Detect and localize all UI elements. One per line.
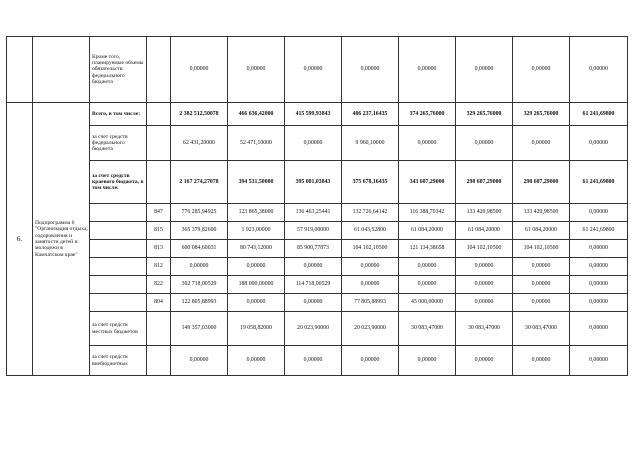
amount-cell: 0,00000: [513, 258, 570, 276]
amount-cell: 0,00000: [513, 37, 570, 103]
budget-code: 822: [147, 276, 171, 294]
amount-cell: 0,00000: [342, 276, 399, 294]
amount-cell: 104 102,10500: [456, 240, 513, 258]
amount-cell: 61 084,20000: [399, 222, 456, 240]
amount-cell: 0,00000: [228, 294, 285, 312]
amount-cell: 0,00000: [285, 346, 342, 376]
amount-cell: 0,00000: [399, 258, 456, 276]
funding-source-label: [90, 204, 147, 222]
amount-cell: 298 607,29000: [456, 161, 513, 204]
amount-cell: 415 599,93843: [285, 103, 342, 126]
amount-cell: 466 636,42000: [228, 103, 285, 126]
amount-cell: 2 167 274,27078: [171, 161, 228, 204]
amount-cell: 406 237,16435: [342, 103, 399, 126]
amount-cell: 0,00000: [342, 258, 399, 276]
table-row: [7, 258, 628, 276]
amount-cell: 133 420,98500: [513, 204, 570, 222]
budget-code: 812: [147, 258, 171, 276]
amount-cell: 0,00000: [456, 346, 513, 376]
budget-code: 813: [147, 240, 171, 258]
table-row: [7, 276, 628, 294]
funding-source-label: [90, 258, 147, 276]
amount-cell: 104 102,10500: [342, 240, 399, 258]
amount-cell: 0,00000: [456, 258, 513, 276]
table-row: [7, 37, 628, 103]
amount-cell: 0,00000: [285, 126, 342, 161]
amount-cell: 0,00000: [570, 126, 628, 161]
amount-cell: 62 431,20000: [171, 126, 228, 161]
amount-cell: 0,00000: [399, 126, 456, 161]
amount-cell: 149 357,03000: [171, 312, 228, 346]
amount-cell: 45 000,00000: [399, 294, 456, 312]
table-row: [7, 222, 628, 240]
table-row: [7, 126, 628, 161]
amount-cell: 0,00000: [456, 126, 513, 161]
amount-cell: 114 718,00529: [285, 276, 342, 294]
funding-source-label: Всего, в том числе:: [90, 103, 147, 126]
amount-cell: 30 083,47000: [513, 312, 570, 346]
amount-cell: 395 001,03843: [285, 161, 342, 204]
table-row: [7, 346, 628, 376]
amount-cell: 0,00000: [285, 294, 342, 312]
amount-cell: 121 134,38658: [399, 240, 456, 258]
amount-cell: 9 960,10000: [342, 126, 399, 161]
amount-cell: 77 805,88993: [342, 294, 399, 312]
funding-source-label: [90, 240, 147, 258]
amount-cell: 30 083,47000: [456, 312, 513, 346]
subprogram-cell: [33, 37, 90, 103]
budget-code: [147, 126, 171, 161]
amount-cell: 0,00000: [399, 346, 456, 376]
amount-cell: 0,00000: [570, 294, 628, 312]
amount-cell: 80 743,12000: [228, 240, 285, 258]
amount-cell: 302 718,00529: [171, 276, 228, 294]
amount-cell: 0,00000: [285, 37, 342, 103]
amount-cell: 0,00000: [570, 276, 628, 294]
amount-cell: 19 058,82000: [228, 312, 285, 346]
amount-cell: 0,00000: [342, 37, 399, 103]
amount-cell: 0,00000: [285, 258, 342, 276]
amount-cell: 298 607,29000: [513, 161, 570, 204]
row-index: 6.: [7, 103, 33, 376]
table-body: [7, 37, 628, 376]
amount-cell: 20 023,90000: [285, 312, 342, 346]
amount-cell: 57 919,00000: [285, 222, 342, 240]
amount-cell: 0,00000: [342, 346, 399, 376]
row-index-cell: [7, 37, 33, 103]
budget-code: 847: [147, 204, 171, 222]
amount-cell: 61 241,69800: [570, 103, 628, 126]
amount-cell: 394 531,50000: [228, 161, 285, 204]
amount-cell: 123 865,38000: [228, 204, 285, 222]
amount-cell: 0,00000: [570, 312, 628, 346]
amount-cell: 329 265,76000: [513, 103, 570, 126]
amount-cell: 30 083,47000: [399, 312, 456, 346]
amount-cell: 0,00000: [399, 37, 456, 103]
amount-cell: 61 084,20000: [456, 222, 513, 240]
amount-cell: 0,00000: [570, 240, 628, 258]
table-row: [7, 204, 628, 222]
amount-cell: 0,00000: [570, 346, 628, 376]
budget-table: [6, 36, 628, 376]
budget-code: 815: [147, 222, 171, 240]
amount-cell: 0,00000: [399, 276, 456, 294]
funding-source-label: за счет средств федерального бюджета: [90, 126, 147, 161]
table-row: [7, 103, 628, 126]
amount-cell: 0,00000: [513, 126, 570, 161]
funding-source-label: [90, 276, 147, 294]
amount-cell: 0,00000: [228, 346, 285, 376]
amount-cell: 0,00000: [570, 37, 628, 103]
amount-cell: 0,00000: [171, 258, 228, 276]
funding-source-label: [90, 222, 147, 240]
amount-cell: 61 043,52800: [342, 222, 399, 240]
amount-cell: 600 084,60031: [171, 240, 228, 258]
amount-cell: 0,00000: [171, 37, 228, 103]
amount-cell: 104 102,10500: [513, 240, 570, 258]
amount-cell: 2 382 512,50078: [171, 103, 228, 126]
amount-cell: 0,00000: [570, 204, 628, 222]
table-row: [7, 312, 628, 346]
funding-source-label: за счет средств местных бюджетов: [90, 312, 147, 346]
funding-source-label: за счет средств краевого бюджета, в том числе:: [90, 161, 147, 204]
amount-cell: 0,00000: [456, 294, 513, 312]
budget-code: [147, 312, 171, 346]
amount-cell: 52 471,10000: [228, 126, 285, 161]
amount-cell: 122 805,88993: [171, 294, 228, 312]
amount-cell: 61 241,69800: [570, 161, 628, 204]
amount-cell: 116 388,70342: [399, 204, 456, 222]
amount-cell: 0,00000: [513, 346, 570, 376]
amount-cell: 0,00000: [513, 294, 570, 312]
amount-cell: 1 923,00000: [228, 222, 285, 240]
amount-cell: 133 420,98500: [456, 204, 513, 222]
amount-cell: 61 241,69800: [570, 222, 628, 240]
amount-cell: 776 285,94925: [171, 204, 228, 222]
funding-source-label: Кроме того, планируемые объемы обязательств федерального бюджета: [90, 37, 147, 103]
table-row: [7, 240, 628, 258]
amount-cell: 0,00000: [456, 276, 513, 294]
amount-cell: 85 900,77873: [285, 240, 342, 258]
amount-cell: 61 084,20000: [513, 222, 570, 240]
budget-code: 804: [147, 294, 171, 312]
budget-code: [147, 161, 171, 204]
funding-source-label: [90, 294, 147, 312]
amount-cell: 136 463,25441: [285, 204, 342, 222]
amount-cell: 188 000,00000: [228, 276, 285, 294]
budget-code: [147, 103, 171, 126]
amount-cell: 0,00000: [228, 37, 285, 103]
amount-cell: 20 023,90000: [342, 312, 399, 346]
amount-cell: 343 607,29000: [399, 161, 456, 204]
table-row: [7, 161, 628, 204]
table-row: [7, 294, 628, 312]
amount-cell: 374 265,76000: [399, 103, 456, 126]
amount-cell: 0,00000: [570, 258, 628, 276]
amount-cell: 365 379,82600: [171, 222, 228, 240]
funding-source-label: за счет средств внебюджетных: [90, 346, 147, 376]
amount-cell: 132 726,64142: [342, 204, 399, 222]
amount-cell: 329 265,76000: [456, 103, 513, 126]
amount-cell: 0,00000: [513, 276, 570, 294]
subprogram-title: Подпрограмма 6 "Организация отдыха, оздоровления и занятости детей и молодежи в Камчатском крае": [33, 103, 90, 376]
amount-cell: 375 678,16435: [342, 161, 399, 204]
amount-cell: 0,00000: [171, 346, 228, 376]
budget-code: [147, 346, 171, 376]
amount-cell: 0,00000: [228, 258, 285, 276]
amount-cell: 0,00000: [456, 37, 513, 103]
budget-code: [147, 37, 171, 103]
